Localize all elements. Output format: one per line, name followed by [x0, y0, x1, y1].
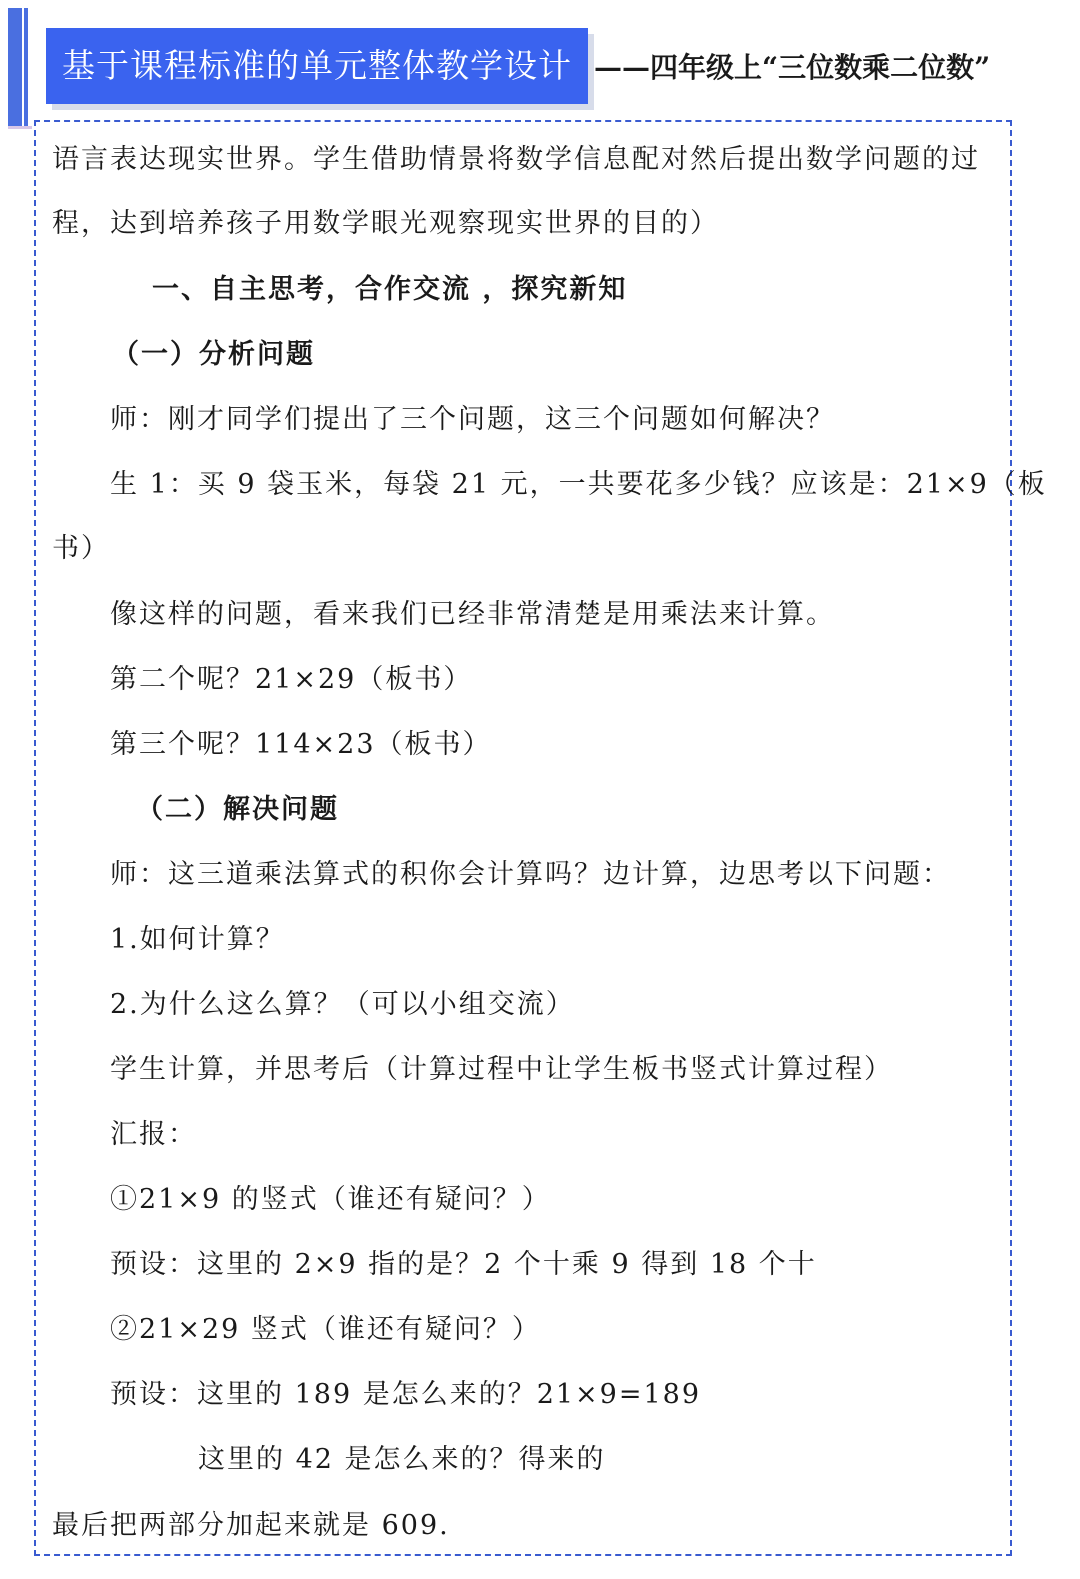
- text-line: ②21×29 竖式（谁还有疑问？）: [110, 1314, 541, 1345]
- page-title: 基于课程标准的单元整体教学设计: [46, 28, 588, 104]
- text-line: 像这样的问题，看来我们已经非常清楚是用乘法来计算。: [110, 599, 835, 630]
- text-line: ①21×9 的竖式（谁还有疑问？）: [110, 1184, 551, 1215]
- text-line: 第二个呢？21×29（板书）: [110, 664, 473, 695]
- text-line: 师：刚才同学们提出了三个问题，这三个问题如何解决？: [110, 404, 835, 435]
- decorative-left-bar-thin: [24, 8, 28, 126]
- text-line: 学生计算，并思考后（计算过程中让学生板书竖式计算过程）: [110, 1054, 893, 1085]
- text-line: 预设：这里的 2×9 指的是？2 个十乘 9 得到 18 个十: [110, 1249, 817, 1280]
- page-subtitle: ——四年级上“三位数乘二位数”: [594, 51, 991, 84]
- decorative-left-bar: [8, 8, 22, 126]
- subsection-heading: （一）分析问题: [112, 339, 315, 370]
- text-line: 语言表达现实世界。学生借助情景将数学信息配对然后提出数学问题的过: [52, 144, 980, 175]
- text-line: 生 1：买 9 袋玉米，每袋 21 元，一共要花多少钱？应该是：21×9（板: [110, 469, 1047, 500]
- text-line: 汇报：: [110, 1119, 197, 1150]
- text-line: 1.如何计算？: [110, 924, 285, 955]
- text-line: 这里的 42 是怎么来的？得来的: [198, 1444, 606, 1475]
- text-line: 程，达到培养孩子用数学眼光观察现实世界的目的）: [52, 208, 719, 239]
- section-heading: 一、自主思考，合作交流 ，探究新知: [152, 274, 628, 305]
- text-line: 第三个呢？114×23（板书）: [110, 729, 492, 760]
- text-line: 2.为什么这么算？（可以小组交流）: [110, 989, 575, 1020]
- text-line: 师：这三道乘法算式的积你会计算吗？边计算，边思考以下问题：: [110, 859, 951, 890]
- text-line: 最后把两部分加起来就是 609.: [52, 1510, 450, 1541]
- text-line: 预设：这里的 189 是怎么来的？21×9=189: [110, 1379, 702, 1410]
- text-line: 书）: [52, 533, 110, 564]
- decorative-underline: [8, 126, 32, 129]
- subsection-heading: （二）解决问题: [136, 794, 339, 825]
